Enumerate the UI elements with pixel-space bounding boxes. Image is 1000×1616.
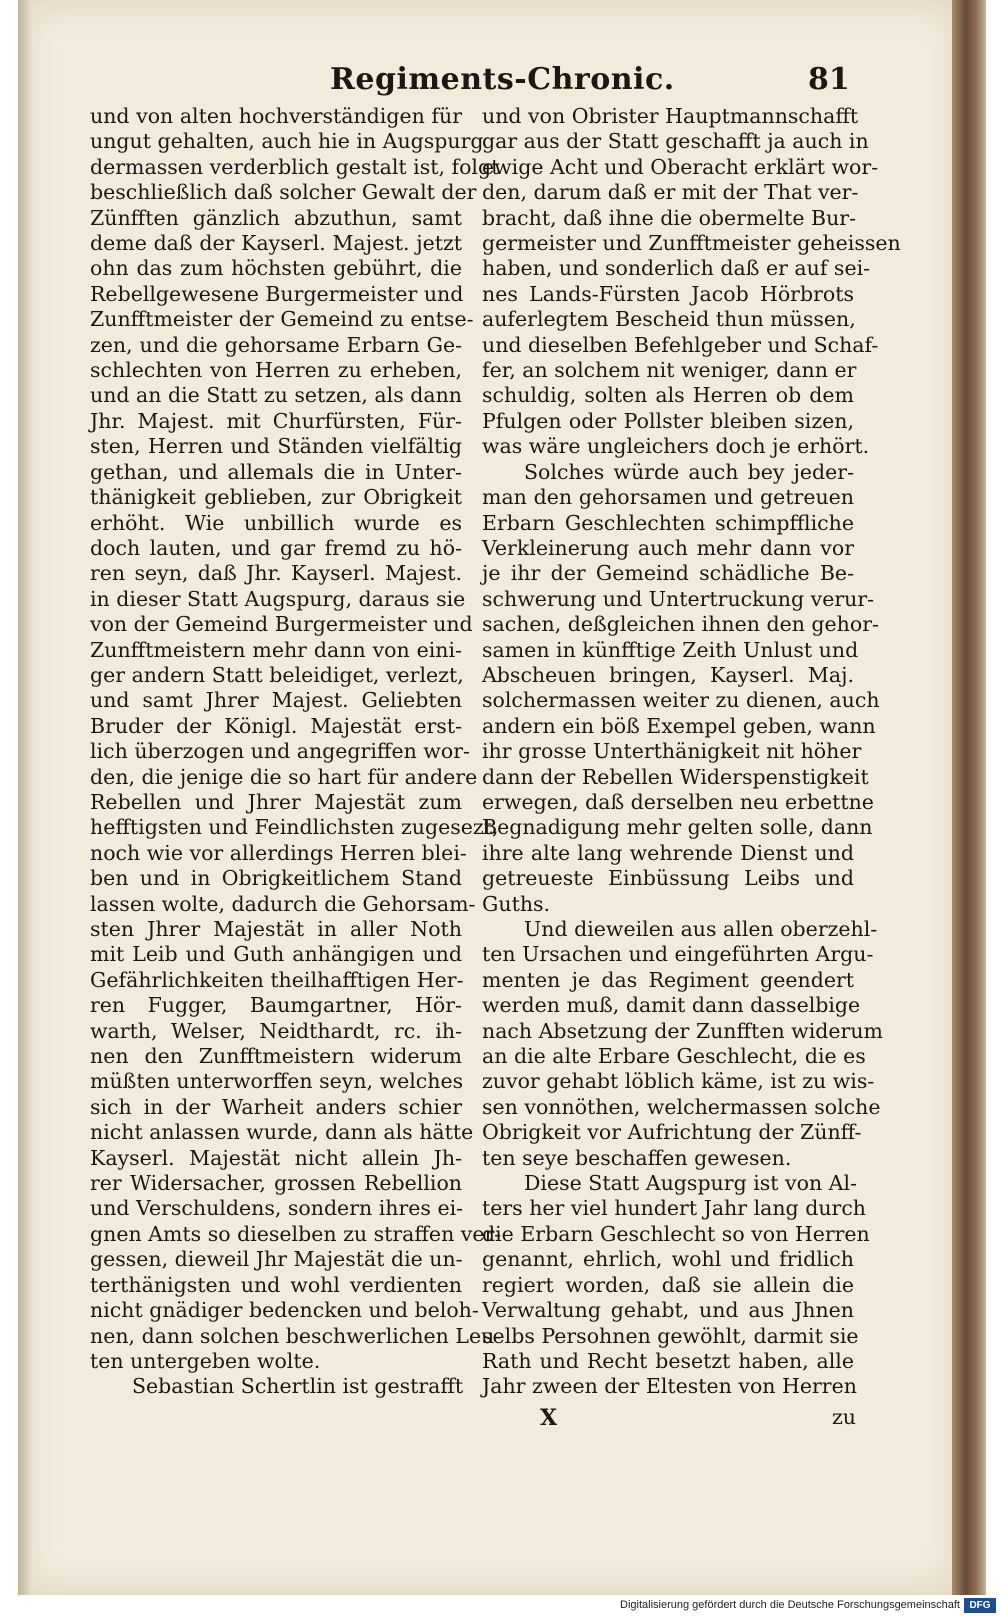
text-line: nes Lands-Fürsten Jacob Hörbrots <box>482 281 854 306</box>
text-line: müßten unterworffen seyn, welches <box>90 1069 464 1094</box>
text-line: ewige Acht und Oberacht erklärt wor- <box>482 154 879 179</box>
text-line: Diese Statt Augspurg ist von Al- <box>524 1171 857 1196</box>
text-line: haben, und sonderlich daß er auf sei- <box>482 256 871 281</box>
text-line: ren Fugger, Baumgartner, Hör- <box>90 993 462 1018</box>
text-line: hefftigsten und Feindlichsten zugesezt, <box>90 815 499 840</box>
text-line: schuldig, solten als Herren ob dem <box>482 383 854 408</box>
signature-mark: X <box>540 1405 558 1431</box>
text-line: Abscheuen bringen, Kayserl. Maj. <box>482 662 854 687</box>
text-line: Erbarn Geschlechten schimpffliche <box>482 510 854 535</box>
text-line: sten Jhrer Majestät in aller Noth <box>90 917 462 941</box>
text-line: ters her viel hundert Jahr lang durch <box>482 1196 867 1221</box>
text-line: Sebastian Schertlin ist gestrafft <box>132 1374 464 1399</box>
text-line: gessen, dieweil Jhr Majestät die un- <box>90 1247 463 1272</box>
text-line: dann der Rebellen Widerspenstigkeit <box>482 764 869 789</box>
text-line: menten je das Regiment geendert <box>482 967 854 992</box>
text-line: dermassen verderblich gestalt ist, folgt <box>90 154 500 179</box>
text-line: beschließlich daß solcher Gewalt der <box>90 180 477 205</box>
text-line: Obrigkeit vor Aufrichtung der Zünff- <box>482 1120 862 1145</box>
text-line: und dieselben Befehlgeber und Schaf- <box>482 332 879 357</box>
digitization-footer <box>0 1597 1000 1616</box>
text-line: mit Leib und Guth anhängigen und <box>90 942 462 967</box>
text-line: gar aus der Statt geschafft ja auch in <box>482 129 869 154</box>
dfg-logo: DFG <box>964 1598 996 1613</box>
text-line: und Verschuldens, sondern ihres ei- <box>90 1196 464 1221</box>
text-line: Zunfftmeistern mehr dann von eini- <box>90 637 462 662</box>
text-line: schwerung und Untertruckung verur- <box>482 586 875 611</box>
text-line: gethan, und allemals die in Unter- <box>90 459 462 484</box>
text-line: in dieser Statt Augspurg, daraus sie <box>90 586 466 611</box>
text-line: thänigkeit geblieben, zur Obrigkeit <box>90 485 462 510</box>
text-line: regiert worden, daß sie allein die <box>482 1272 854 1297</box>
text-line: werden muß, damit dann dasselbige <box>482 993 861 1018</box>
text-line: ben und in Obrigkeitlichem Stand <box>90 866 462 891</box>
text-line: sich in der Warheit anders schier <box>90 1094 462 1119</box>
text-line: nen den Zunfftmeistern widerum <box>90 1044 462 1069</box>
text-line: gnen Amts so dieselben zu straffen ver- <box>90 1221 502 1246</box>
text-line: erhöht. Wie unbillich wurde es <box>90 510 462 535</box>
text-line: nicht anlassen wurde, dann als hätte <box>90 1120 474 1145</box>
text-line: schlechten von Herren zu erheben, <box>90 358 462 383</box>
text-line: fer, an solchem nit weniger, dann er <box>482 358 857 383</box>
text-line: den, die jenige die so hart für andere <box>90 764 478 789</box>
text-line: Rebellgewesene Burgermeister und <box>90 281 464 306</box>
text-line: selbs Persohnen gewöhlt, darmit sie <box>482 1323 859 1348</box>
running-head: Regiments-Chronic. <box>330 62 675 97</box>
text-line: samen in künfftige Zeith Unlust und <box>482 637 859 662</box>
text-line: Gefährlichkeiten theilhafftigen Her- <box>90 967 464 992</box>
text-line: ten seye beschaffen gewesen. <box>482 1145 792 1170</box>
text-line: germeister und Zunfftmeister geheissen <box>482 231 901 256</box>
text-line: rer Widersacher, grossen Rebellion <box>90 1171 462 1196</box>
text-line: sen vonnöthen, welchermassen solche <box>482 1094 881 1119</box>
page-number: 81 <box>808 62 850 97</box>
text-line: Zunfftmeister der Gemeind zu entse- <box>90 307 474 332</box>
text-line: von der Gemeind Burgermeister und <box>90 612 473 637</box>
text-line: Verwaltung gehabt, und aus Jhnen <box>482 1298 854 1323</box>
text-line: Kayserl. Majestät nicht allein Jh- <box>90 1145 462 1170</box>
text-line: nicht gnädiger bedencken und beloh- <box>90 1298 479 1323</box>
text-line: Zünfften gänzlich abzuthun, samt <box>90 205 462 230</box>
text-line: je ihr der Gemeind schädliche Be- <box>482 561 854 586</box>
text-line: getreueste Einbüssung Leibs und <box>482 866 854 891</box>
text-line: Guths. <box>482 891 551 916</box>
text-line: Begnadigung mehr gelten solle, dann <box>482 815 873 840</box>
text-line: warth, Welser, Neidthardt, rc. ih- <box>90 1018 462 1043</box>
text-line: zuvor gehabt löblich käme, ist zu wis- <box>482 1069 875 1094</box>
text-line: und von Obrister Hauptmannschafft <box>482 104 859 128</box>
text-line: und samt Jhrer Majest. Geliebten <box>90 688 462 713</box>
text-line: man den gehorsamen und getreuen <box>482 485 854 510</box>
text-line: doch lauten, und gar fremd zu hö- <box>90 535 462 560</box>
text-line: Jhr. Majest. mit Churfürsten, Für- <box>90 408 462 433</box>
text-line: bracht, daß ihne die obermelte Bur- <box>482 205 856 230</box>
text-line: Und dieweilen aus allen oberzehl- <box>524 917 878 941</box>
text-line: lassen wolte, dadurch die Gehorsam- <box>90 891 476 916</box>
footer-credit: Digitalisierung gefördert durch die Deutsche Forschungsgemeinschaft <box>620 1599 960 1611</box>
text-line: Jahr zween der Eltesten von Herren <box>482 1374 857 1399</box>
text-line: und von alten hochverständigen für <box>90 104 462 128</box>
page-gutter-shadow <box>18 0 32 1595</box>
text-line: noch wie vor allerdings Herren blei- <box>90 840 467 865</box>
text-line: genannt, ehrlich, wohl und fridlich <box>482 1247 854 1272</box>
page-edge-binding <box>952 0 986 1595</box>
text-line: sachen, deßgleichen ihnen den gehor- <box>482 612 879 637</box>
text-line: ohn das zum höchsten gebührt, die <box>90 256 462 281</box>
right-text-column <box>482 104 901 1400</box>
text-line: was wäre ungleichers doch je erhört. <box>482 434 870 459</box>
text-line: nen, dann solchen beschwerlichen Leu- <box>90 1323 502 1348</box>
text-line: andern ein böß Exempel geben, wann <box>482 713 876 738</box>
text-line: ihre alte lang wehrende Dienst und <box>482 840 854 865</box>
text-line: terthänigsten und wohl verdienten <box>90 1272 462 1297</box>
text-line: Solches würde auch bey jeder- <box>524 459 854 484</box>
text-line: Rebellen und Jhrer Majestät zum <box>90 789 462 814</box>
text-line: deme daß der Kayserl. Majest. jetzt <box>90 231 462 256</box>
text-line: ger andern Statt beleidiget, verlezt, <box>90 662 464 687</box>
text-line: Verkleinerung auch mehr dann vor <box>482 535 854 560</box>
text-line: an die alte Erbare Geschlecht, die es <box>482 1044 866 1069</box>
catchword: zu <box>832 1405 857 1429</box>
text-line: ungut gehalten, auch hie in Augspurg <box>90 129 484 154</box>
text-line: lich überzogen und angegriffen wor- <box>90 739 470 764</box>
left-text-column <box>90 104 502 1400</box>
text-line: Pfulgen oder Pollster bleiben sizen, <box>482 408 854 433</box>
text-line: Bruder der Königl. Majestät erst- <box>90 713 462 738</box>
text-line: ihr grosse Unterthänigkeit nit höher <box>482 739 862 764</box>
text-line: die Erbarn Geschlecht so von Herren <box>482 1221 870 1246</box>
text-line: Rath und Recht besetzt haben, alle <box>482 1348 854 1373</box>
text-line: solchermassen weiter zu dienen, auch <box>482 688 880 713</box>
text-line: auferlegtem Bescheid thun müssen, <box>482 307 856 332</box>
text-line: sten, Herren und Ständen vielfältig <box>90 434 462 459</box>
text-line: den, darum daß er mit der That ver- <box>482 180 859 205</box>
text-line: und an die Statt zu setzen, als dann <box>90 383 462 408</box>
text-line: ten Ursachen und eingeführten Argu- <box>482 942 874 967</box>
text-line: zen, und die gehorsame Erbarn Ge- <box>90 332 462 357</box>
text-line: erwegen, daß derselben neu erbettne <box>482 789 874 814</box>
text-line: ren seyn, daß Jhr. Kayserl. Majest. <box>90 561 462 586</box>
text-line: ten untergeben wolte. <box>90 1348 321 1373</box>
text-line: nach Absetzung der Zunfften widerum <box>482 1018 883 1043</box>
